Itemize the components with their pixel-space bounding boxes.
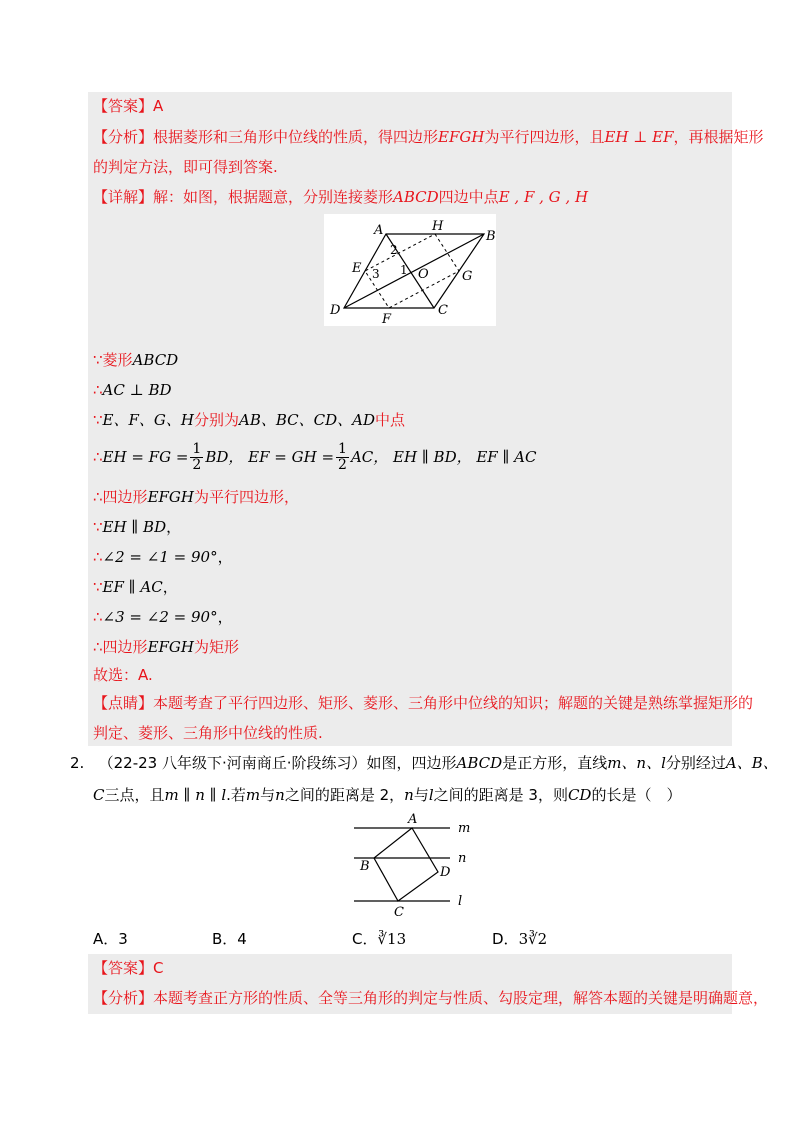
math-eh-perp-ef: EH ⊥ EF xyxy=(604,128,674,146)
answer-tag: 【答案】 xyxy=(93,959,154,977)
comment-line-1 xyxy=(93,693,753,713)
angle-label-1: 1 xyxy=(400,263,408,277)
question-text: .若 xyxy=(226,786,246,804)
analysis-text: 本题考查正方形的性质、全等三角形的判定与性质、勾股定理，解答本题的关键是明确题意， xyxy=(153,989,769,1007)
answer-value: A xyxy=(153,97,164,115)
answer-line xyxy=(93,96,163,116)
option-letter: B． xyxy=(212,930,238,948)
label-a: A xyxy=(408,812,418,827)
math-n: n xyxy=(404,786,414,804)
step-text: 分别为 xyxy=(193,411,239,429)
fraction-half xyxy=(336,442,349,473)
math-abcd: ABCD xyxy=(132,351,179,369)
therefore-symbol: ∴ xyxy=(93,638,103,656)
label-c: C xyxy=(394,905,404,920)
option-letter: A． xyxy=(93,930,119,948)
step-1 xyxy=(93,350,178,370)
step-text: 为平行四边形， xyxy=(193,488,299,506)
comment-line-2: 判定、菱形、三角形中位线的性质. xyxy=(93,724,323,742)
math-c: C xyxy=(93,786,105,804)
math-bd: BD xyxy=(205,448,229,466)
label-o: O xyxy=(418,267,429,282)
math-parallel-lines: m ∥ n ∥ l xyxy=(164,786,227,804)
math-expression: ， EF = GH = xyxy=(228,448,335,466)
question-text: 如图，四边形 xyxy=(366,754,457,772)
option-letter: C． xyxy=(352,930,378,948)
step-2 xyxy=(93,380,172,400)
label-g: G xyxy=(462,269,473,284)
square-abcd xyxy=(374,828,438,901)
question-text: 是正方形，直线 xyxy=(502,754,608,772)
question-2-line-2 xyxy=(93,785,681,805)
comment-text: 本题考查了平行四边形、矩形、菱形、三角形中位线的知识；解题的关键是熟练掌握矩形的 xyxy=(153,694,754,712)
math-efgh: EFGH xyxy=(438,128,485,146)
step-text: 为矩形 xyxy=(193,638,239,656)
fraction-numerator: 1 xyxy=(338,441,347,457)
math-ef-parallel-ac: EF ∥ AC xyxy=(102,578,163,596)
analysis-tag: 【分析】 xyxy=(93,128,154,146)
punctuation: ， xyxy=(217,608,233,626)
label-b: B xyxy=(360,859,370,874)
label-l: l xyxy=(458,894,463,909)
option-d[interactable] xyxy=(492,928,547,949)
angle-label-3: 3 xyxy=(372,267,380,281)
analysis-line-q2 xyxy=(93,988,768,1008)
because-symbol: ∵ xyxy=(93,351,103,369)
therefore-symbol: ∴ xyxy=(93,548,103,566)
math-ac: AC xyxy=(350,448,374,466)
fraction-denominator: 2 xyxy=(338,457,347,473)
math-cd: CD xyxy=(567,786,592,804)
option-value: 4 xyxy=(237,930,247,948)
step-5 xyxy=(93,487,299,507)
step-4 xyxy=(93,442,537,473)
therefore-symbol: ∴ xyxy=(93,448,103,466)
math-parallels: ， EH ∥ BD， EF ∥ AC xyxy=(373,448,537,466)
math-points: A、B、 xyxy=(725,754,778,772)
label-c: C xyxy=(438,303,448,318)
math-ac-perp-bd: AC ⊥ BD xyxy=(102,381,172,399)
square-figure xyxy=(350,812,480,920)
option-value: ∛13 xyxy=(377,930,407,948)
because-symbol: ∵ xyxy=(93,518,103,536)
question-text: 分别经过 xyxy=(665,754,726,772)
option-a[interactable] xyxy=(93,928,128,949)
label-m: m xyxy=(458,821,471,836)
label-e: E xyxy=(352,261,362,276)
therefore-symbol: ∴ xyxy=(93,488,103,506)
option-c[interactable] xyxy=(352,928,406,949)
angle-label-2: 2 xyxy=(390,243,398,257)
step-text: 四边形 xyxy=(102,638,148,656)
option-letter: D． xyxy=(492,930,519,948)
label-d: D xyxy=(330,303,341,318)
math-expression: EH = FG = xyxy=(102,448,189,466)
question-2-line-1 xyxy=(70,753,778,773)
question-text: 之间的距离是 2， xyxy=(284,786,405,804)
math-efgh: EFGH xyxy=(147,638,194,656)
punctuation: ， xyxy=(217,548,233,566)
step-text: 四边形 xyxy=(102,488,148,506)
answer-tag: 【答案】 xyxy=(93,97,154,115)
rhombus-figure xyxy=(324,214,496,326)
option-value: 3∛2 xyxy=(518,930,548,948)
label-a: A xyxy=(374,223,384,238)
math-sides: AB、BC、CD、AD xyxy=(238,411,375,429)
step-text: 中点 xyxy=(374,411,405,429)
step-9 xyxy=(93,607,233,627)
question-text: 与 xyxy=(260,786,276,804)
fraction-numerator: 1 xyxy=(192,441,202,457)
question-text: 的长是（ ） xyxy=(591,786,682,804)
answer-value: C xyxy=(153,959,164,977)
detail-text: 四边中点 xyxy=(438,188,499,206)
therefore-symbol: ∴ xyxy=(93,608,103,626)
question-number: 2. xyxy=(70,754,85,772)
math-abcd: ABCD xyxy=(393,188,439,206)
question-text: 之间的距离是 3，则 xyxy=(433,786,568,804)
label-f: F xyxy=(382,312,392,326)
label-b: B xyxy=(486,229,496,244)
option-value: 3 xyxy=(118,930,128,948)
step-8 xyxy=(93,577,178,597)
fraction-half xyxy=(190,442,203,473)
because-symbol: ∵ xyxy=(93,411,103,429)
question-source: （22-23 八年级下·河南商丘·阶段练习） xyxy=(98,754,367,772)
math-angle-equation: ∠3 = ∠2 = 90° xyxy=(102,608,218,626)
option-b[interactable] xyxy=(212,928,247,949)
step-3 xyxy=(93,410,405,430)
step-text: 菱形 xyxy=(102,351,133,369)
therefore-symbol: ∴ xyxy=(93,381,103,399)
choose-line: 故选：A. xyxy=(93,666,153,684)
label-h: H xyxy=(432,219,444,234)
label-n: n xyxy=(458,851,467,866)
math-efgh-points: E、F、G、H xyxy=(102,411,194,429)
analysis-text: 根据菱形和三角形中位线的性质，得四边形 xyxy=(153,128,439,146)
analysis-tag: 【分析】 xyxy=(93,989,154,1007)
detail-line xyxy=(93,187,588,207)
step-10 xyxy=(93,637,239,657)
comment-tag: 【点睛】 xyxy=(93,694,154,712)
math-lines: m、n、l xyxy=(607,754,666,772)
math-m: m xyxy=(245,786,261,804)
because-symbol: ∵ xyxy=(93,578,103,596)
math-angle-equation: ∠2 = ∠1 = 90° xyxy=(102,548,218,566)
label-d: D xyxy=(440,865,451,880)
fraction-denominator: 2 xyxy=(192,457,202,473)
step-7 xyxy=(93,547,233,567)
math-eh-parallel-bd: EH ∥ BD xyxy=(102,518,167,536)
detail-text: 解：如图，根据题意，分别连接菱形 xyxy=(153,188,394,206)
math-points: E , F , G , H xyxy=(498,188,589,206)
step-6 xyxy=(93,517,181,537)
math-abcd: ABCD xyxy=(456,754,503,772)
answer-line-2 xyxy=(93,958,164,978)
punctuation: ， xyxy=(166,518,182,536)
punctuation: ， xyxy=(162,578,178,596)
analysis-line-1 xyxy=(93,127,764,147)
question-text: 三点，且 xyxy=(104,786,165,804)
analysis-text: ，再根据矩形 xyxy=(673,128,764,146)
analysis-line-2: 的判定方法，即可得到答案. xyxy=(93,158,278,176)
detail-tag: 【详解】 xyxy=(93,188,154,206)
analysis-text: 为平行四边形，且 xyxy=(484,128,605,146)
math-efgh: EFGH xyxy=(147,488,194,506)
math-n: n xyxy=(275,786,285,804)
math-l: l xyxy=(428,786,434,804)
question-text: 与 xyxy=(413,786,429,804)
